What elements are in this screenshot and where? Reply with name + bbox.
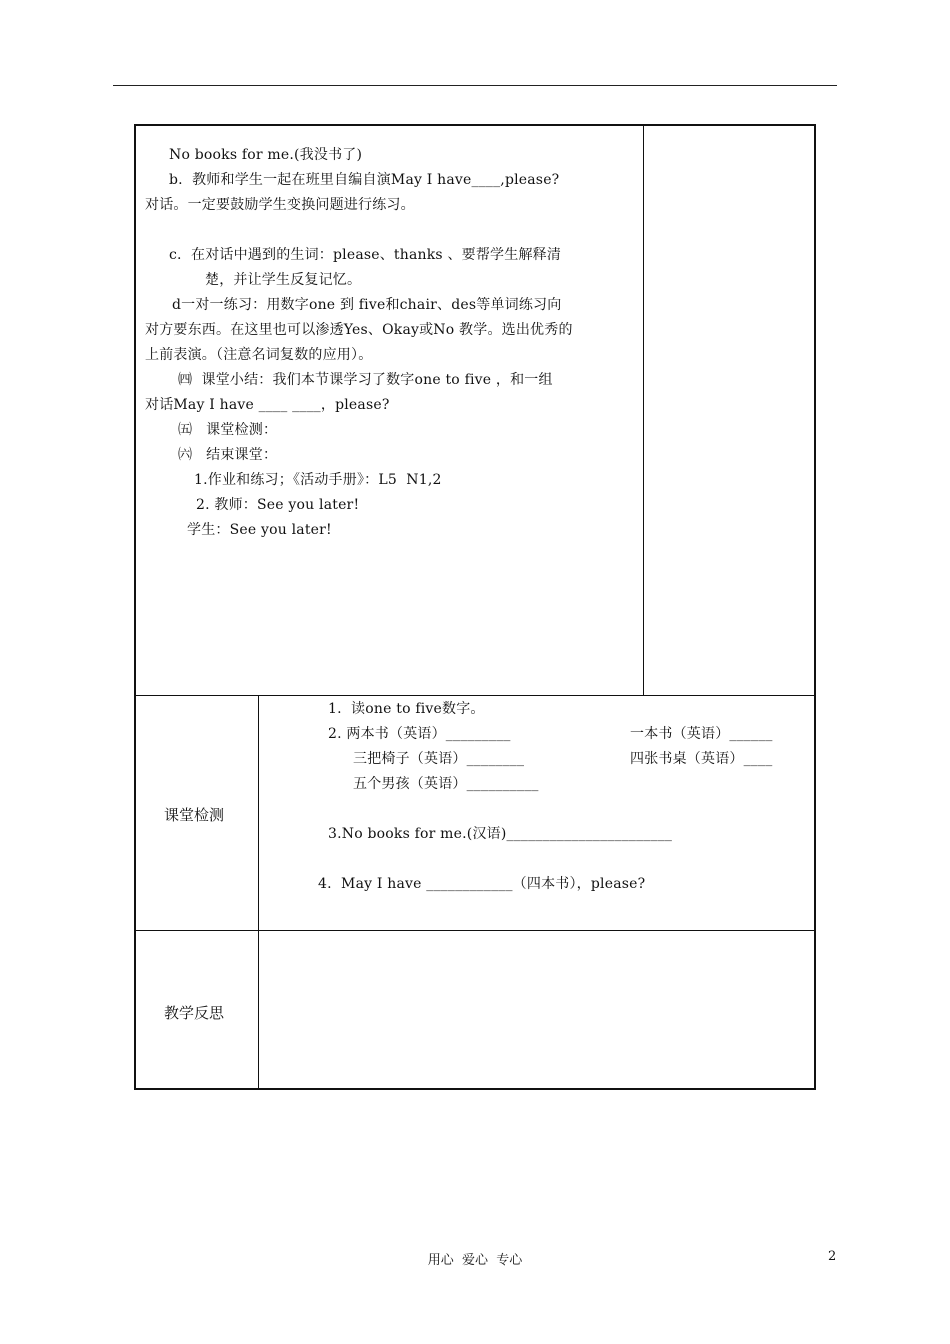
check-item-1: 1. 读one to five数字。 [328, 701, 485, 717]
row-divider-2 [136, 930, 814, 931]
content-line: ㈥ 结束课堂： [178, 447, 278, 463]
content-line: ㈤ 课堂检测： [178, 422, 278, 438]
content-line: 对话。一定要鼓励学生变换问题进行练习。 [145, 197, 415, 213]
check-item-4: 4. May I have ____________（四本书），please? [318, 876, 646, 892]
check-item-2b-right: 四张书桌（英语）____ [630, 751, 773, 767]
check-item-2-right: 一本书（英语）______ [630, 726, 773, 742]
content-line: 2. 教师：See you later! [196, 497, 360, 513]
page-number: 2 [828, 1249, 837, 1264]
check-item-2-left: 2. 两本书（英语）_________ [328, 726, 511, 742]
footer-text: 用心 爱心 专心 [427, 1253, 523, 1268]
header-rule [113, 85, 837, 86]
content-line: 对方要东西。在这里也可以渗透Yes、Okay或No 教学。选出优秀的 [145, 322, 573, 338]
check-item-3: 3.No books for me.(汉语)_______________________ [328, 826, 673, 842]
content-line: c. 在对话中遇到的生词：please、thanks 、要帮学生解释清 [169, 247, 562, 263]
reflection-label: 教学反思 [164, 1004, 225, 1022]
content-line: d一对一练习：用数字one 到 five和chair、des等单词练习向 [172, 297, 562, 313]
row-divider-1 [136, 695, 814, 696]
content-line: ㈣ 课堂小结：我们本节课学习了数字one to five ，和一组 [178, 372, 553, 388]
lesson-plan-table [134, 124, 816, 1090]
content-line: 学生：See you later! [187, 522, 332, 538]
content-line: 对话May I have ____ ____，please? [145, 397, 390, 413]
check-label: 课堂检测 [164, 806, 225, 824]
check-item-2c: 五个男孩（英语）__________ [353, 776, 539, 792]
right-column-divider [643, 126, 644, 696]
content-line: No books for me.(我没书了) [169, 147, 363, 163]
content-line: 楚，并让学生反复记忆。 [205, 272, 362, 288]
content-line: 上前表演。（注意名词复数的应用）。 [145, 347, 373, 363]
content-line: b. 教师和学生一起在班里自编自演May I have____,please? [169, 172, 560, 188]
content-line: 1.作业和练习；《活动手册》：L5 N1,2 [194, 472, 442, 488]
check-item-2b-left: 三把椅子（英语）________ [353, 751, 525, 767]
label-column-divider [258, 695, 259, 1088]
